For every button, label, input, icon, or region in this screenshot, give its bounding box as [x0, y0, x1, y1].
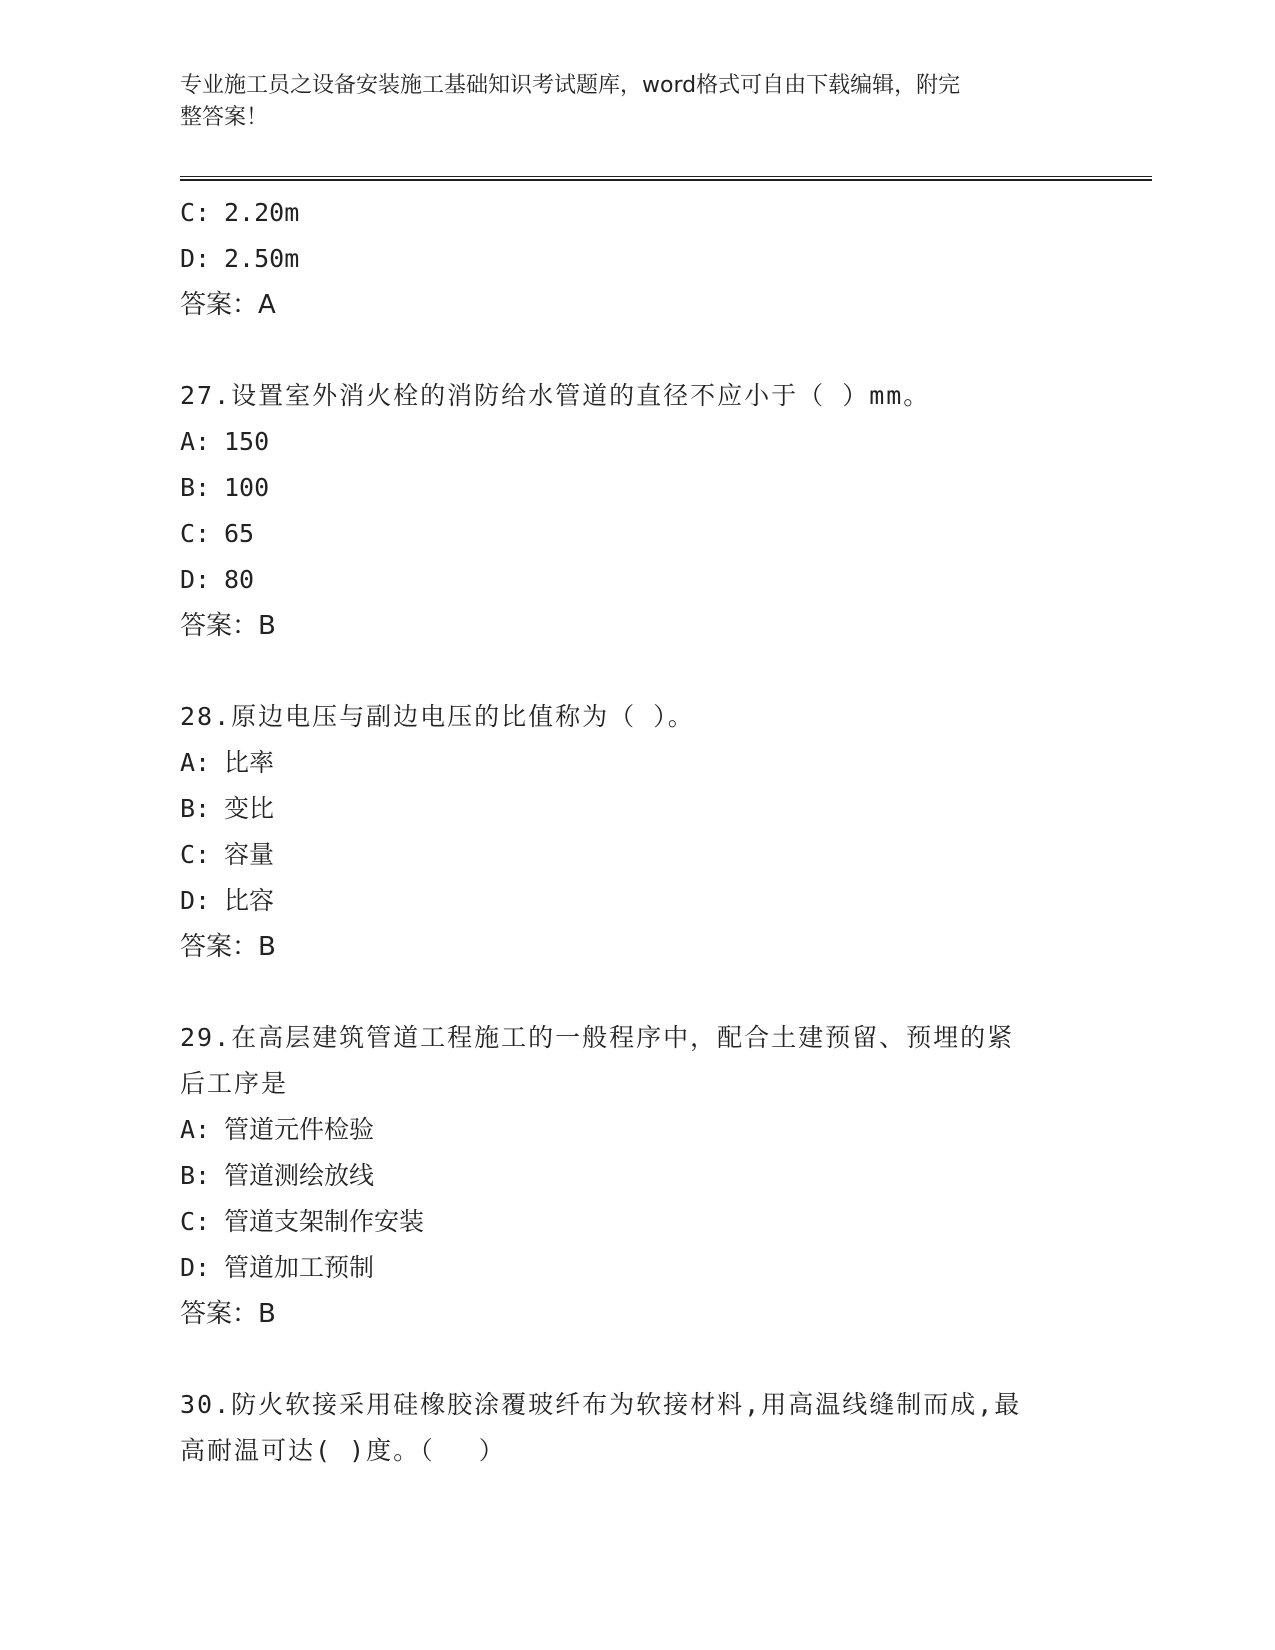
- option-text: 比率: [224, 748, 275, 777]
- option-text: 100: [224, 473, 270, 502]
- option-d: [180, 1245, 1080, 1291]
- option-label: C:: [180, 519, 211, 548]
- option-text: 管道加工预制: [224, 1253, 375, 1282]
- option-text: 150: [224, 427, 270, 456]
- option-label: D:: [180, 1253, 211, 1282]
- question-30-line-2: 高耐温可达( )度。（ ）: [180, 1436, 506, 1465]
- answer-line: 答案：B: [180, 611, 276, 641]
- question-27: 27.设置室外消火栓的消防给水管道的直径不应小于（ ）mm。: [180, 381, 931, 410]
- option-c: [180, 190, 1080, 236]
- option-text: 管道元件检验: [224, 1115, 375, 1144]
- option-b: [180, 465, 1080, 511]
- option-d: [180, 236, 1080, 282]
- option-text: 管道测绘放线: [224, 1161, 375, 1190]
- option-b: [180, 1153, 1080, 1199]
- option-b: [180, 786, 1080, 832]
- option-a: [180, 1107, 1080, 1153]
- option-d: [180, 557, 1080, 603]
- option-text: 变比: [224, 794, 275, 823]
- option-d: [180, 878, 1080, 924]
- option-label: D:: [180, 565, 211, 594]
- option-a: [180, 740, 1080, 786]
- header-line-2: 整答案！: [180, 105, 269, 130]
- option-c: [180, 1199, 1080, 1245]
- option-label: A:: [180, 1115, 211, 1144]
- exam-content: [180, 190, 1080, 1474]
- option-text: 管道支架制作安装: [224, 1207, 425, 1236]
- option-text: 80: [224, 565, 255, 594]
- option-label: C:: [180, 198, 211, 227]
- question-29-line-1: 29.在高层建筑管道工程施工的一般程序中，配合土建预留、预埋的紧: [180, 1023, 1015, 1052]
- option-label: B:: [180, 473, 211, 502]
- option-c: [180, 511, 1080, 557]
- question-29-line-2: 后工序是: [180, 1069, 289, 1098]
- option-label: A:: [180, 427, 211, 456]
- answer-line: 答案：B: [180, 932, 276, 962]
- option-label: C:: [180, 840, 211, 869]
- header-divider: [180, 176, 1152, 181]
- question-30-line-1: 30.防火软接采用硅橡胶涂覆玻纤布为软接材料,用高温线缝制而成,最: [180, 1390, 1022, 1419]
- option-a: [180, 419, 1080, 465]
- option-label: C:: [180, 1207, 211, 1236]
- header-line-1: 专业施工员之设备安装施工基础知识考试题库，word格式可自由下载编辑，附完: [180, 73, 961, 98]
- answer-line: 答案：A: [180, 290, 276, 320]
- option-text: 比容: [224, 886, 275, 915]
- option-c: [180, 832, 1080, 878]
- option-label: D:: [180, 244, 211, 273]
- option-label: B:: [180, 1161, 211, 1190]
- question-28: 28.原边电压与副边电压的比值称为（ ）。: [180, 702, 695, 731]
- option-text: 2.20m: [224, 198, 300, 227]
- option-label: A:: [180, 748, 211, 777]
- document-header: [180, 70, 1040, 134]
- option-text: 容量: [224, 840, 275, 869]
- answer-line: 答案：B: [180, 1299, 276, 1329]
- option-label: B:: [180, 794, 211, 823]
- option-text: 2.50m: [224, 244, 300, 273]
- option-label: D:: [180, 886, 211, 915]
- option-text: 65: [224, 519, 255, 548]
